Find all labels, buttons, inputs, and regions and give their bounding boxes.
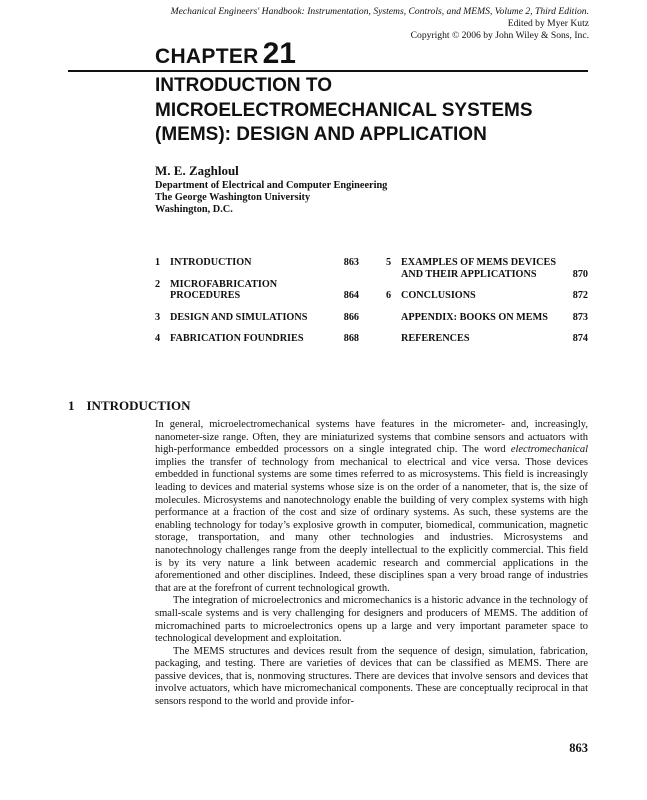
title-line: MICROELECTROMECHANICAL SYSTEMS <box>155 99 533 121</box>
toc-entry-number: 2 <box>155 278 161 290</box>
toc-entry[interactable] <box>386 333 588 345</box>
italic-term: electromechanical <box>510 444 588 456</box>
toc-entry-number: 6 <box>386 290 392 301</box>
toc-entry[interactable] <box>386 290 588 302</box>
toc-entry-number <box>386 333 401 345</box>
toc-entry-page: 874 <box>572 333 588 344</box>
chapter-number: 21 <box>262 37 296 70</box>
header-copyright: Copyright © 2006 by John Wiley & Sons, Inc. <box>410 30 589 42</box>
toc-entry[interactable] <box>386 312 588 324</box>
header-editor: Edited by Myer Kutz <box>507 18 589 30</box>
affiliation-city: Washington, D.C. <box>155 204 233 215</box>
section-heading <box>68 398 191 414</box>
toc-entry-title: CONCLUSIONS <box>401 290 476 301</box>
toc-entry[interactable] <box>155 279 359 302</box>
title-line: INTRODUCTION TO <box>155 75 332 96</box>
toc-entry-number: 5 <box>386 257 392 268</box>
title-line: (MEMS): DESIGN AND APPLICATION <box>155 124 487 145</box>
toc-entry[interactable] <box>155 257 359 269</box>
chapter-word: CHAPTER <box>155 45 259 68</box>
body-text <box>155 419 588 709</box>
toc-entry-title: REFERENCES <box>401 333 470 344</box>
author-name: M. E. Zaghloul <box>155 163 239 178</box>
toc-entry-title: DESIGN AND SIMULATIONS <box>170 311 308 323</box>
toc-entry-number: 1 <box>155 257 161 268</box>
toc-column-left <box>155 257 359 355</box>
toc-entry[interactable] <box>386 257 588 280</box>
toc-entry-page: 868 <box>343 333 359 344</box>
toc-entry-number: 4 <box>155 333 161 344</box>
toc-entry-page: 870 <box>572 268 588 280</box>
page-number: 863 <box>569 741 588 755</box>
author-affiliation <box>155 180 387 216</box>
toc-column-right <box>386 257 588 355</box>
section-number: 1 <box>68 398 75 413</box>
toc-entry-number <box>386 312 401 324</box>
paragraph-text: In general, microelectromechanical systems have features in the micrometer- and, increasingly, nanometer-size range. Often, they are miniaturized systems that combine sensors and actuators with high-performance embedded processors on a single integrated chip. The word <box>155 419 588 456</box>
paragraph <box>155 419 588 595</box>
toc-entry-page: 866 <box>343 311 359 323</box>
header-book-title: Mechanical Engineers' Handbook: Instrumentation, Systems, Controls, and MEMS, Volume 2, Third Edition. <box>170 6 589 17</box>
toc-entry-title: EXAMPLES OF MEMS DEVICES AND THEIR APPLICATIONS <box>401 257 556 280</box>
paragraph-text: implies the transfer of technology from mechanical to electrical and vice versa. Those devices embedded in functional systems are some times referred to as microsystems. This field is increasingly leading to devices and material systems whose size is on the order of a nanometer, that is, the size of molecules. Microsystems and nanotechnology enable the building of very complex systems with high performance at a fraction of the cost and size of ordinary systems. As such, these systems are the enabling technology for today’s explosive growth in computer, biomedical, communication, magnetic storage, transportation, and many other technologies and industries. Microsystems and nanotechnology challenges range from the deeply intellectual to the explicitly commercial. This field is by its very nature a link between academic research and commercial applications in the aforementioned and other disciplines. Indeed, these disciplines span a very broad range of industries that are at the forefront of current technological growth. <box>155 456 588 594</box>
toc-entry-page: 863 <box>343 257 359 268</box>
chapter-rule <box>68 70 588 72</box>
toc-entry-page: 873 <box>572 311 588 323</box>
toc-entry-title: MICROFABRICATION PROCEDURES <box>170 278 278 301</box>
affiliation-department: Department of Electrical and Computer Engineering <box>155 180 388 191</box>
toc-entry[interactable] <box>155 312 359 324</box>
paragraph: The integration of microelectronics and micromechanics is a historic advance in the technology of small-scale systems and is very challenging for designers and producers of MEMS. The addition of micromachined parts to microelectronics opens up a large and very important parameter space to technological development and exploitation. <box>155 595 588 645</box>
section-title: INTRODUCTION <box>86 398 191 413</box>
toc-entry-title: INTRODUCTION <box>170 257 252 268</box>
toc-entry-page: 864 <box>343 290 359 301</box>
toc-entry-title: APPENDIX: BOOKS ON MEMS <box>401 311 548 323</box>
toc-entry[interactable] <box>155 333 359 345</box>
chapter-title <box>155 74 595 148</box>
chapter-label <box>155 37 296 71</box>
affiliation-university: The George Washington University <box>155 192 311 203</box>
paragraph: The MEMS structures and devices result from the sequence of design, simulation, fabrication, packaging, and testing. There are varieties of devices that can be classified as MEMS. There are passive devices, that is, nonmoving structures. There are devices that involve sensors and devices that involve actuators, which have micromechanical components. These are conceptually reciprocal in that sensors respond to the world and provide infor- <box>155 645 588 708</box>
toc-entry-title: FABRICATION FOUNDRIES <box>170 333 304 344</box>
toc-entry-page: 872 <box>572 290 588 301</box>
toc-entry-number: 3 <box>155 311 161 323</box>
